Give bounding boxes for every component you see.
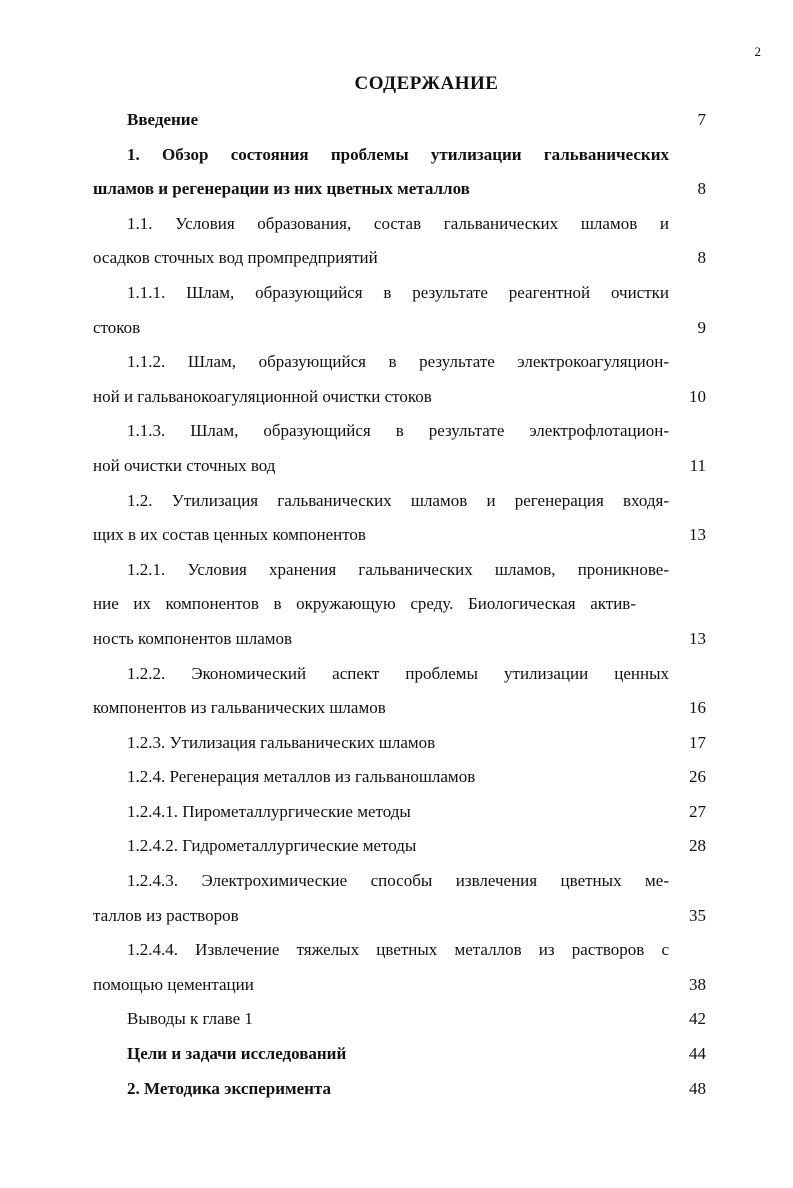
toc-entry-text: 1.2. Утилизация гальванических шламов и регенерация входя- [127,490,669,510]
toc-entry[interactable] [0,726,793,761]
toc-entry-text: Введение [127,110,199,129]
toc-page-number: 11 [689,455,706,475]
toc-page-number: 42 [689,1009,706,1029]
toc-page-number: 9 [697,317,706,337]
toc-page-number: 13 [689,525,706,545]
toc-entry-text: 1.1.3. Шлам, образующийся в результате электрофлотацион- [127,421,669,441]
toc-entry[interactable] [0,864,793,933]
toc-entry[interactable] [0,1037,793,1072]
toc-entry[interactable] [0,276,793,345]
toc-page-number: 10 [689,386,706,406]
toc-entry-text: 1.2.2. Экономический аспект проблемы утилизации ценных [127,663,669,683]
page-number: 2 [754,44,761,59]
toc-entry-text: помощью цементации [93,974,254,994]
toc-page-number: 35 [689,905,706,925]
toc-entry[interactable] [0,345,793,414]
toc-entry-text: ной и гальванокоагуляционной очистки стоков [93,386,432,406]
toc-entry-text: 1. Обзор состояния проблемы утилизации гальванических [127,144,669,164]
toc-page-number: 28 [689,836,706,856]
toc-entry-text: 1.2.4.1. Пирометаллургические методы [127,801,411,821]
toc-entry-text: осадков сточных вод промпредприятий [93,248,378,268]
toc-entry-text: ние их компонентов в окружающую среду. Биологическая актив- [93,594,636,614]
toc-entry[interactable] [0,414,793,483]
toc-entry-text: 1.1.1. Шлам, образующийся в результате реагентной очистки [127,282,669,302]
toc-entry[interactable] [0,1072,793,1107]
toc-page-number: 8 [697,248,706,268]
toc-entry[interactable] [0,207,793,276]
toc-entry-text: Выводы к главе 1 [127,1009,253,1029]
toc-entry[interactable] [0,933,793,1002]
toc-entry[interactable] [0,1002,793,1037]
toc-entry[interactable] [0,829,793,864]
toc-page-number: 16 [689,698,706,718]
toc-entry-text: таллов из растворов [93,905,239,925]
toc-entry-text: шламов и регенерации из них цветных металлов [93,179,470,199]
toc-entry-text: стоков [93,317,141,337]
toc-entry-text: 1.2.1. Условия хранения гальванических шламов, проникнове- [127,559,669,579]
toc-page-number: 13 [689,628,706,648]
toc-page-number: 44 [689,1044,706,1064]
toc-entry-text: компонентов из гальванических шламов [93,698,386,718]
toc-entry[interactable] [0,795,793,830]
toc-page-number: 7 [697,110,706,129]
toc-entry[interactable] [0,657,793,726]
toc-entry[interactable] [0,484,793,553]
toc-entry-text: 2. Методика эксперимента [127,1078,332,1098]
toc-entry-text: 1.1. Условия образования, состав гальванических шламов и [127,213,669,233]
toc-entry-text: 1.1.2. Шлам, образующийся в результате электрокоагуляцион- [127,352,669,372]
toc-entry[interactable] [0,760,793,795]
toc-page-number: 38 [689,974,706,994]
toc-entry[interactable] [0,138,793,207]
toc-entry-text: ность компонентов шламов [93,628,293,648]
toc-page-number: 48 [689,1078,706,1098]
toc-page-number: 26 [689,767,706,787]
toc-entry-text: 1.2.4. Регенерация металлов из гальваношламов [127,767,476,787]
toc-entry-text: ной очистки сточных вод [93,455,276,475]
toc-entry-text: 1.2.3. Утилизация гальванических шламов [127,732,436,752]
toc-page-number: 17 [689,732,706,752]
toc-entry[interactable] [0,553,793,657]
toc-entry-text: 1.2.4.3. Электрохимические способы извлечения цветных ме- [127,871,669,891]
toc-entry-text: 1.2.4.4. Извлечение тяжелых цветных металлов из растворов с [127,940,669,960]
toc-page-number: 27 [689,801,706,821]
page-title: СОДЕРЖАНИЕ [354,73,499,94]
table-of-contents [0,103,793,1106]
toc-page-number: 8 [697,179,706,199]
toc-entry-text: Цели и задачи исследований [127,1044,347,1064]
toc-entry-text: 1.2.4.2. Гидрометаллургические методы [127,836,417,856]
toc-entry[interactable] [0,103,793,138]
toc-entry-text: щих в их состав ценных компонентов [93,525,366,545]
